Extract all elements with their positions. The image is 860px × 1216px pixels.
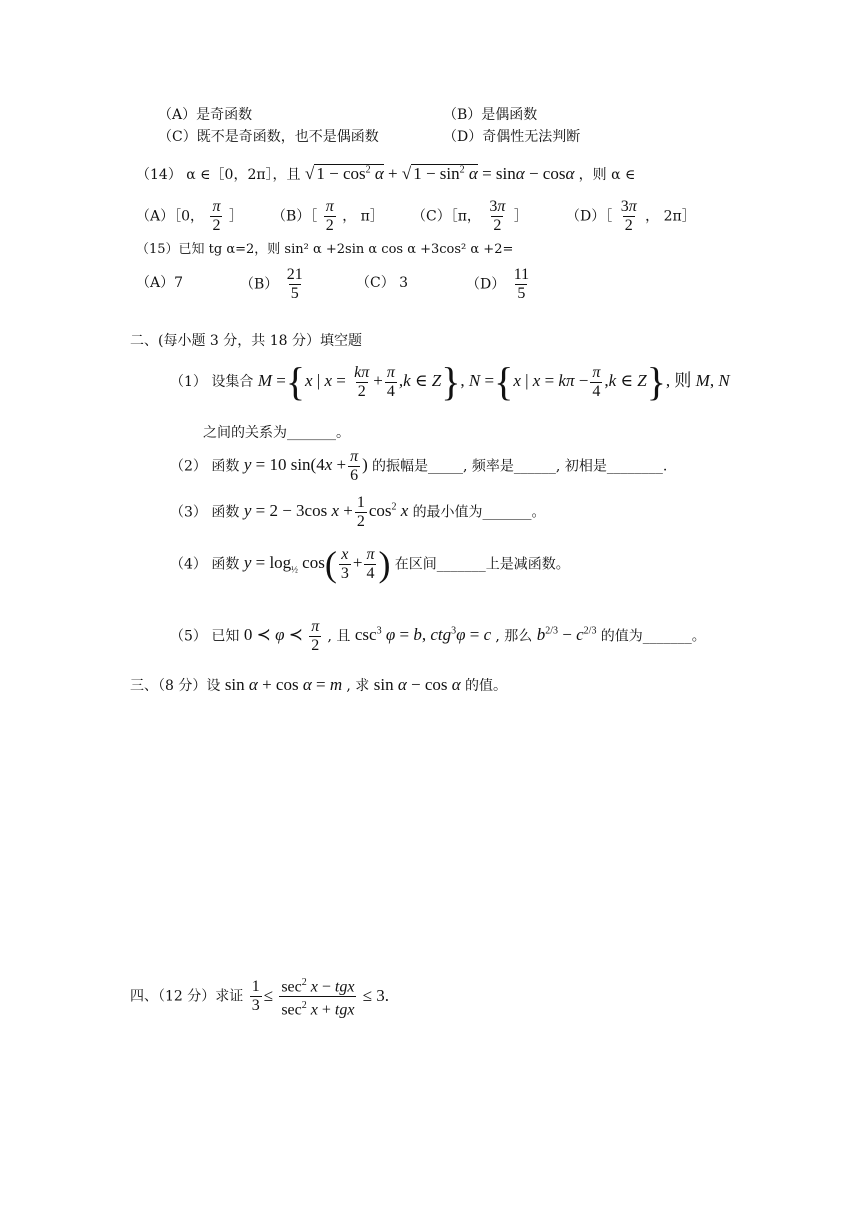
fill-item-2 xyxy=(170,448,667,485)
q14-option-c-end: ］ xyxy=(513,208,528,225)
csc-ctg-equation: $\csc^3 \varphi = b$, ctg$^3$φ = c xyxy=(354,625,496,645)
q15-option-b xyxy=(240,266,307,303)
section-3-tail: 的值。 xyxy=(464,678,507,694)
log-function-equation: $y = \log_{\frac{1}{2}} \cos$( $\frac{x}{3}$ + $\frac{\pi}{4}$ ) xyxy=(243,544,391,585)
fill-item-2-label: （2） 函数 xyxy=(170,458,240,475)
fill-item-1 xyxy=(170,359,730,404)
q14-option-d xyxy=(566,198,696,235)
q14-option-b-label: （B）［ xyxy=(272,208,318,225)
q15-option-d xyxy=(466,266,533,303)
q14-stem xyxy=(136,164,635,182)
q14-option-b-end: ， π］ xyxy=(342,208,384,225)
q13-option-d: （D）奇偶性无法判断 xyxy=(443,129,581,145)
fraction-3pi-2: $\frac{3\pi}{2}$ xyxy=(489,198,506,234)
fill-item-1-tail: 之间的关系为_______。 xyxy=(203,425,350,441)
q14-option-a-label: （A）［0， xyxy=(136,208,205,225)
q14-equation: √ $1 - \cos^2 \alpha$ + √ $1 - \sin^2 \alpha = \sin\alpha - \cos\alpha$ xyxy=(305,164,579,183)
section-4 xyxy=(130,974,389,1020)
fraction-11-5: $\frac{11}{5}$ xyxy=(513,266,530,302)
fill-item-4-label: （4） 函数 xyxy=(170,556,240,573)
q14-option-c-label: （C）［π， xyxy=(412,208,481,225)
fraction-21-5: $\frac{21}{5}$ xyxy=(286,266,303,302)
section-3-given-equation: sin α + cos α = m xyxy=(224,675,347,694)
fill-item-2-tail: 的振幅是_____, 频率是______, 初相是________. xyxy=(372,458,668,475)
section-3-target-expression: sin α − cos α xyxy=(373,675,465,694)
q15-option-a: （A）7 xyxy=(136,275,184,291)
q14-option-c xyxy=(412,198,528,235)
q15-option-d-label: （D） xyxy=(466,276,506,293)
sine-function-equation: y = 10 sin(4x + $\frac{\pi}{6}$ ) xyxy=(243,448,368,484)
fill-item-3-label: （3） 函数 xyxy=(170,504,240,521)
section-3 xyxy=(130,676,507,693)
q14-option-d-end: ， 2π］ xyxy=(645,208,696,225)
fill-item-5 xyxy=(170,618,706,655)
section-2-title: 二、(每小题 3 分，共 18 分）填空题 xyxy=(130,333,362,349)
fill-item-5-mid: , 且 xyxy=(327,628,351,645)
fraction-pi-2: $\frac{\pi}{2}$ xyxy=(212,198,221,234)
fill-item-3-tail: 的最小值为_______。 xyxy=(412,504,546,521)
fill-item-5-mid2: , 那么 xyxy=(495,628,533,645)
q14-option-d-label: （D）［ xyxy=(566,208,613,225)
fill-item-3 xyxy=(170,494,546,531)
q14-option-b xyxy=(272,198,384,235)
section-3-label: 三、（8 分）设 xyxy=(130,678,221,694)
q15-option-c: （C） 3 xyxy=(356,275,409,291)
fill-item-5-tail: 的值为_______。 xyxy=(600,628,706,645)
q14-option-a xyxy=(136,198,243,235)
fill-item-1-label: （1） 设集合 xyxy=(170,373,254,390)
q13-option-a: （A）是奇函数 xyxy=(158,107,253,123)
set-definition-equation: M ={x | x = $\frac{k\pi}{2}$ + $\frac{\pi}{4}$ ,k ∈ Z}, N ={x | x = kπ − $\frac{\pi}{4}$ ,k ∈ Z}, 则 M, N xyxy=(257,359,730,404)
section-4-inequality: $\frac{1}{3}$ ≤ $\frac{\sec^2 x - tgx}{\sec^2 x + tgx}$ ≤ 3. xyxy=(251,977,390,1019)
fill-item-4-tail: 在区间_______上是减函数。 xyxy=(394,556,570,573)
phi-range-inequality: 0 ≺ φ ≺ $\frac{\pi}{2}$ xyxy=(243,618,320,654)
fill-item-5-label: （5） 已知 xyxy=(170,628,240,645)
q15-option-b-label: （B） xyxy=(240,276,279,293)
q13-option-c: （C）既不是奇函数，也不是偶函数 xyxy=(158,129,379,145)
q13-option-b: （B）是偶函数 xyxy=(443,107,538,123)
q14-option-a-end: ］ xyxy=(228,208,243,225)
section-3-mid: , 求 xyxy=(346,678,370,694)
section-4-label: 四、（12 分）求证 xyxy=(130,988,244,1005)
cosine-function-equation: y = 2 − 3cos x + $\frac{1}{2}$ $\cos^2 x$ xyxy=(243,494,413,530)
power-expression: $b^{2/3} - c^{2/3}$ xyxy=(536,625,597,645)
fill-item-4 xyxy=(170,546,570,583)
fraction-3pi-2: $\frac{3\pi}{2}$ xyxy=(620,198,637,234)
q14-prefix: （14） α ∈［0，2π］，且 xyxy=(136,167,301,183)
fraction-pi-2: $\frac{\pi}{2}$ xyxy=(325,198,334,234)
q15-stem: （15）已知 tg α=2，则 sin² α +2sin α cos α +3cos² α +2= xyxy=(136,242,514,257)
q14-suffix: ，则 α ∈ xyxy=(578,167,636,183)
